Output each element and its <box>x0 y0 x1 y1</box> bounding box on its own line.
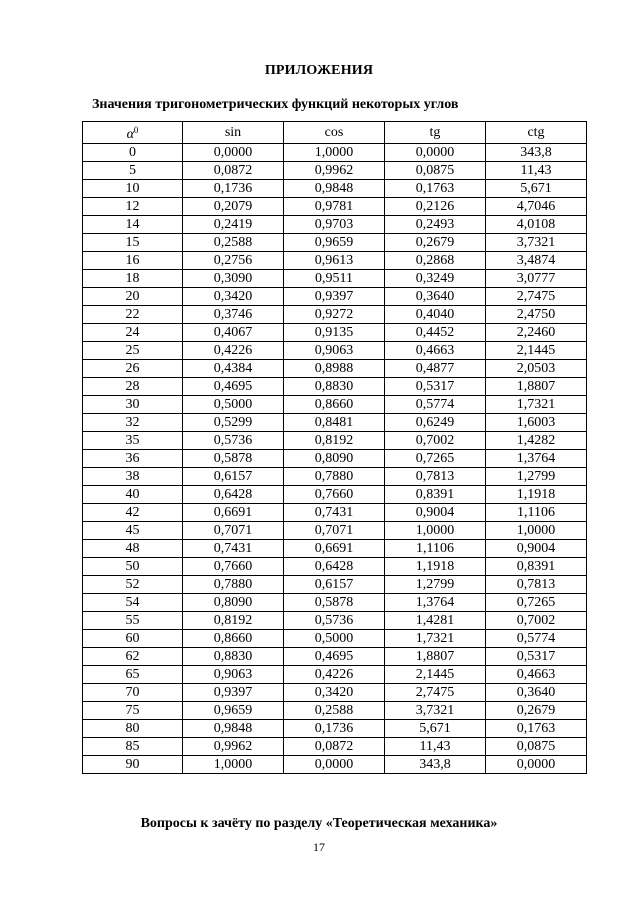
cell-ctg: 0,7002 <box>486 612 587 630</box>
cell-sin: 0,4384 <box>183 360 284 378</box>
cell-cos: 0,8988 <box>284 360 385 378</box>
cell-cos: 0,3420 <box>284 684 385 702</box>
cell-angle: 36 <box>83 450 183 468</box>
cell-tg: 2,7475 <box>385 684 486 702</box>
cell-sin: 0,9397 <box>183 684 284 702</box>
cell-angle: 45 <box>83 522 183 540</box>
table-row <box>83 396 587 414</box>
table-row <box>83 738 587 756</box>
page-number: 17 <box>313 840 325 854</box>
cell-ctg: 0,1763 <box>486 720 587 738</box>
cell-sin: 0,3746 <box>183 306 284 324</box>
table-caption: Значения тригонометрических функций некоторых углов <box>92 97 459 112</box>
cell-sin: 0,6157 <box>183 468 284 486</box>
cell-sin: 0,6691 <box>183 504 284 522</box>
cell-sin: 0,8830 <box>183 648 284 666</box>
cell-ctg: 0,8391 <box>486 558 587 576</box>
cell-cos: 1,0000 <box>284 144 385 162</box>
cell-ctg: 2,7475 <box>486 288 587 306</box>
cell-angle: 16 <box>83 252 183 270</box>
table-row <box>83 612 587 630</box>
cell-tg: 0,4040 <box>385 306 486 324</box>
table-row <box>83 432 587 450</box>
cell-ctg: 5,671 <box>486 180 587 198</box>
cell-angle: 15 <box>83 234 183 252</box>
cell-ctg: 1,8807 <box>486 378 587 396</box>
cell-tg: 1,7321 <box>385 630 486 648</box>
cell-sin: 0,7071 <box>183 522 284 540</box>
cell-cos: 0,9962 <box>284 162 385 180</box>
table-row <box>83 522 587 540</box>
table-row <box>83 468 587 486</box>
cell-angle: 52 <box>83 576 183 594</box>
cell-cos: 0,0872 <box>284 738 385 756</box>
cell-angle: 35 <box>83 432 183 450</box>
table-row <box>83 288 587 306</box>
cell-ctg: 11,43 <box>486 162 587 180</box>
header-cos: cos <box>284 122 385 144</box>
cell-tg: 0,0875 <box>385 162 486 180</box>
cell-tg: 0,4452 <box>385 324 486 342</box>
cell-sin: 0,9659 <box>183 702 284 720</box>
cell-ctg: 0,7265 <box>486 594 587 612</box>
cell-ctg: 1,7321 <box>486 396 587 414</box>
table-row <box>83 648 587 666</box>
cell-ctg: 0,2679 <box>486 702 587 720</box>
cell-sin: 1,0000 <box>183 756 284 774</box>
cell-cos: 0,9781 <box>284 198 385 216</box>
table-header-row <box>83 122 587 144</box>
cell-tg: 0,3249 <box>385 270 486 288</box>
table-row <box>83 180 587 198</box>
cell-sin: 0,3420 <box>183 288 284 306</box>
table-row <box>83 216 587 234</box>
cell-angle: 40 <box>83 486 183 504</box>
cell-ctg: 0,9004 <box>486 540 587 558</box>
cell-cos: 0,4695 <box>284 648 385 666</box>
cell-ctg: 0,4663 <box>486 666 587 684</box>
cell-sin: 0,8192 <box>183 612 284 630</box>
cell-angle: 12 <box>83 198 183 216</box>
cell-tg: 1,8807 <box>385 648 486 666</box>
cell-cos: 0,9848 <box>284 180 385 198</box>
cell-tg: 3,7321 <box>385 702 486 720</box>
cell-angle: 26 <box>83 360 183 378</box>
cell-ctg: 0,7813 <box>486 576 587 594</box>
cell-ctg: 0,0875 <box>486 738 587 756</box>
cell-sin: 0,7660 <box>183 558 284 576</box>
cell-tg: 0,8391 <box>385 486 486 504</box>
cell-angle: 28 <box>83 378 183 396</box>
table-row <box>83 252 587 270</box>
cell-angle: 10 <box>83 180 183 198</box>
cell-sin: 0,8660 <box>183 630 284 648</box>
table-row <box>83 684 587 702</box>
table-row <box>83 720 587 738</box>
table-row <box>83 576 587 594</box>
table-row <box>83 144 587 162</box>
cell-sin: 0,2079 <box>183 198 284 216</box>
table-row <box>83 234 587 252</box>
cell-tg: 0,2868 <box>385 252 486 270</box>
cell-cos: 0,8660 <box>284 396 385 414</box>
cell-sin: 0,6428 <box>183 486 284 504</box>
cell-cos: 0,2588 <box>284 702 385 720</box>
cell-sin: 0,5878 <box>183 450 284 468</box>
cell-ctg: 4,7046 <box>486 198 587 216</box>
cell-angle: 5 <box>83 162 183 180</box>
cell-ctg: 1,3764 <box>486 450 587 468</box>
cell-angle: 90 <box>83 756 183 774</box>
page-heading: ПРИЛОЖЕНИЯ <box>264 63 374 78</box>
cell-angle: 48 <box>83 540 183 558</box>
cell-tg: 0,9004 <box>385 504 486 522</box>
cell-sin: 0,4226 <box>183 342 284 360</box>
cell-cos: 0,9063 <box>284 342 385 360</box>
cell-tg: 2,1445 <box>385 666 486 684</box>
cell-sin: 0,0000 <box>183 144 284 162</box>
cell-sin: 0,9063 <box>183 666 284 684</box>
cell-angle: 70 <box>83 684 183 702</box>
cell-sin: 0,1736 <box>183 180 284 198</box>
table-row <box>83 414 587 432</box>
cell-ctg: 1,0000 <box>486 522 587 540</box>
table-row <box>83 558 587 576</box>
cell-angle: 85 <box>83 738 183 756</box>
cell-tg: 1,1918 <box>385 558 486 576</box>
cell-tg: 0,1763 <box>385 180 486 198</box>
cell-cos: 0,9397 <box>284 288 385 306</box>
cell-tg: 0,7813 <box>385 468 486 486</box>
cell-ctg: 2,1445 <box>486 342 587 360</box>
table-row <box>83 504 587 522</box>
cell-ctg: 0,5317 <box>486 648 587 666</box>
cell-angle: 32 <box>83 414 183 432</box>
cell-sin: 0,0872 <box>183 162 284 180</box>
cell-angle: 54 <box>83 594 183 612</box>
cell-tg: 0,7002 <box>385 432 486 450</box>
cell-ctg: 1,4282 <box>486 432 587 450</box>
cell-angle: 55 <box>83 612 183 630</box>
cell-cos: 0,9613 <box>284 252 385 270</box>
cell-angle: 42 <box>83 504 183 522</box>
table-row <box>83 756 587 774</box>
table-row <box>83 702 587 720</box>
cell-sin: 0,2756 <box>183 252 284 270</box>
table-row <box>83 198 587 216</box>
cell-sin: 0,9962 <box>183 738 284 756</box>
cell-cos: 0,8192 <box>284 432 385 450</box>
cell-angle: 14 <box>83 216 183 234</box>
cell-sin: 0,2588 <box>183 234 284 252</box>
cell-tg: 0,5774 <box>385 396 486 414</box>
cell-sin: 0,5000 <box>183 396 284 414</box>
cell-sin: 0,7880 <box>183 576 284 594</box>
cell-cos: 0,8090 <box>284 450 385 468</box>
cell-sin: 0,4695 <box>183 378 284 396</box>
cell-cos: 0,7071 <box>284 522 385 540</box>
cell-cos: 0,5878 <box>284 594 385 612</box>
trig-values-table <box>82 121 587 774</box>
cell-angle: 30 <box>83 396 183 414</box>
cell-sin: 0,9848 <box>183 720 284 738</box>
table-row <box>83 324 587 342</box>
cell-sin: 0,2419 <box>183 216 284 234</box>
cell-cos: 0,5736 <box>284 612 385 630</box>
cell-ctg: 343,8 <box>486 144 587 162</box>
cell-ctg: 1,1106 <box>486 504 587 522</box>
cell-cos: 0,6691 <box>284 540 385 558</box>
cell-tg: 1,0000 <box>385 522 486 540</box>
cell-tg: 0,2679 <box>385 234 486 252</box>
cell-ctg: 4,0108 <box>486 216 587 234</box>
cell-ctg: 1,1918 <box>486 486 587 504</box>
cell-angle: 25 <box>83 342 183 360</box>
cell-ctg: 2,2460 <box>486 324 587 342</box>
cell-cos: 0,9135 <box>284 324 385 342</box>
cell-ctg: 0,5774 <box>486 630 587 648</box>
table-row <box>83 594 587 612</box>
cell-sin: 0,4067 <box>183 324 284 342</box>
table-row <box>83 378 587 396</box>
cell-tg: 0,3640 <box>385 288 486 306</box>
cell-angle: 60 <box>83 630 183 648</box>
table-row <box>83 486 587 504</box>
cell-cos: 0,0000 <box>284 756 385 774</box>
cell-tg: 0,5317 <box>385 378 486 396</box>
cell-tg: 0,6249 <box>385 414 486 432</box>
cell-angle: 50 <box>83 558 183 576</box>
cell-cos: 0,4226 <box>284 666 385 684</box>
cell-cos: 0,7880 <box>284 468 385 486</box>
cell-tg: 1,1106 <box>385 540 486 558</box>
cell-angle: 20 <box>83 288 183 306</box>
cell-sin: 0,3090 <box>183 270 284 288</box>
header-sin: sin <box>183 122 284 144</box>
cell-tg: 1,2799 <box>385 576 486 594</box>
cell-cos: 0,6157 <box>284 576 385 594</box>
header-tg: tg <box>385 122 486 144</box>
table-row <box>83 306 587 324</box>
cell-cos: 0,9703 <box>284 216 385 234</box>
cell-cos: 0,8481 <box>284 414 385 432</box>
cell-ctg: 3,0777 <box>486 270 587 288</box>
cell-tg: 0,2126 <box>385 198 486 216</box>
cell-cos: 0,9272 <box>284 306 385 324</box>
cell-angle: 80 <box>83 720 183 738</box>
table-row <box>83 540 587 558</box>
cell-angle: 65 <box>83 666 183 684</box>
cell-ctg: 3,7321 <box>486 234 587 252</box>
table-row <box>83 360 587 378</box>
cell-cos: 0,8830 <box>284 378 385 396</box>
cell-ctg: 0,0000 <box>486 756 587 774</box>
cell-ctg: 2,0503 <box>486 360 587 378</box>
cell-ctg: 3,4874 <box>486 252 587 270</box>
degree-mark: 0 <box>133 125 139 135</box>
cell-tg: 0,7265 <box>385 450 486 468</box>
cell-angle: 22 <box>83 306 183 324</box>
cell-sin: 0,8090 <box>183 594 284 612</box>
cell-tg: 5,671 <box>385 720 486 738</box>
cell-tg: 343,8 <box>385 756 486 774</box>
table-row <box>83 630 587 648</box>
cell-cos: 0,5000 <box>284 630 385 648</box>
cell-angle: 75 <box>83 702 183 720</box>
cell-angle: 0 <box>83 144 183 162</box>
cell-tg: 0,2493 <box>385 216 486 234</box>
header-angle <box>83 122 183 144</box>
header-ctg: ctg <box>486 122 587 144</box>
cell-angle: 38 <box>83 468 183 486</box>
cell-cos: 0,9511 <box>284 270 385 288</box>
cell-tg: 0,4663 <box>385 342 486 360</box>
table-row <box>83 162 587 180</box>
table-row <box>83 342 587 360</box>
cell-angle: 24 <box>83 324 183 342</box>
cell-angle: 62 <box>83 648 183 666</box>
cell-cos: 0,6428 <box>284 558 385 576</box>
cell-sin: 0,5299 <box>183 414 284 432</box>
cell-cos: 0,7431 <box>284 504 385 522</box>
cell-tg: 0,0000 <box>385 144 486 162</box>
cell-ctg: 0,3640 <box>486 684 587 702</box>
cell-cos: 0,7660 <box>284 486 385 504</box>
cell-sin: 0,5736 <box>183 432 284 450</box>
cell-ctg: 2,4750 <box>486 306 587 324</box>
cell-ctg: 1,6003 <box>486 414 587 432</box>
cell-sin: 0,7431 <box>183 540 284 558</box>
cell-cos: 0,9659 <box>284 234 385 252</box>
table-body <box>83 144 587 774</box>
table-row <box>83 450 587 468</box>
cell-ctg: 1,2799 <box>486 468 587 486</box>
table-row <box>83 666 587 684</box>
cell-cos: 0,1736 <box>284 720 385 738</box>
section-title-questions: Вопросы к зачёту по разделу «Теоретическая механика» <box>140 816 498 831</box>
table-row <box>83 270 587 288</box>
cell-tg: 1,3764 <box>385 594 486 612</box>
alpha-symbol: α <box>126 127 134 142</box>
cell-tg: 1,4281 <box>385 612 486 630</box>
cell-tg: 0,4877 <box>385 360 486 378</box>
cell-tg: 11,43 <box>385 738 486 756</box>
cell-angle: 18 <box>83 270 183 288</box>
